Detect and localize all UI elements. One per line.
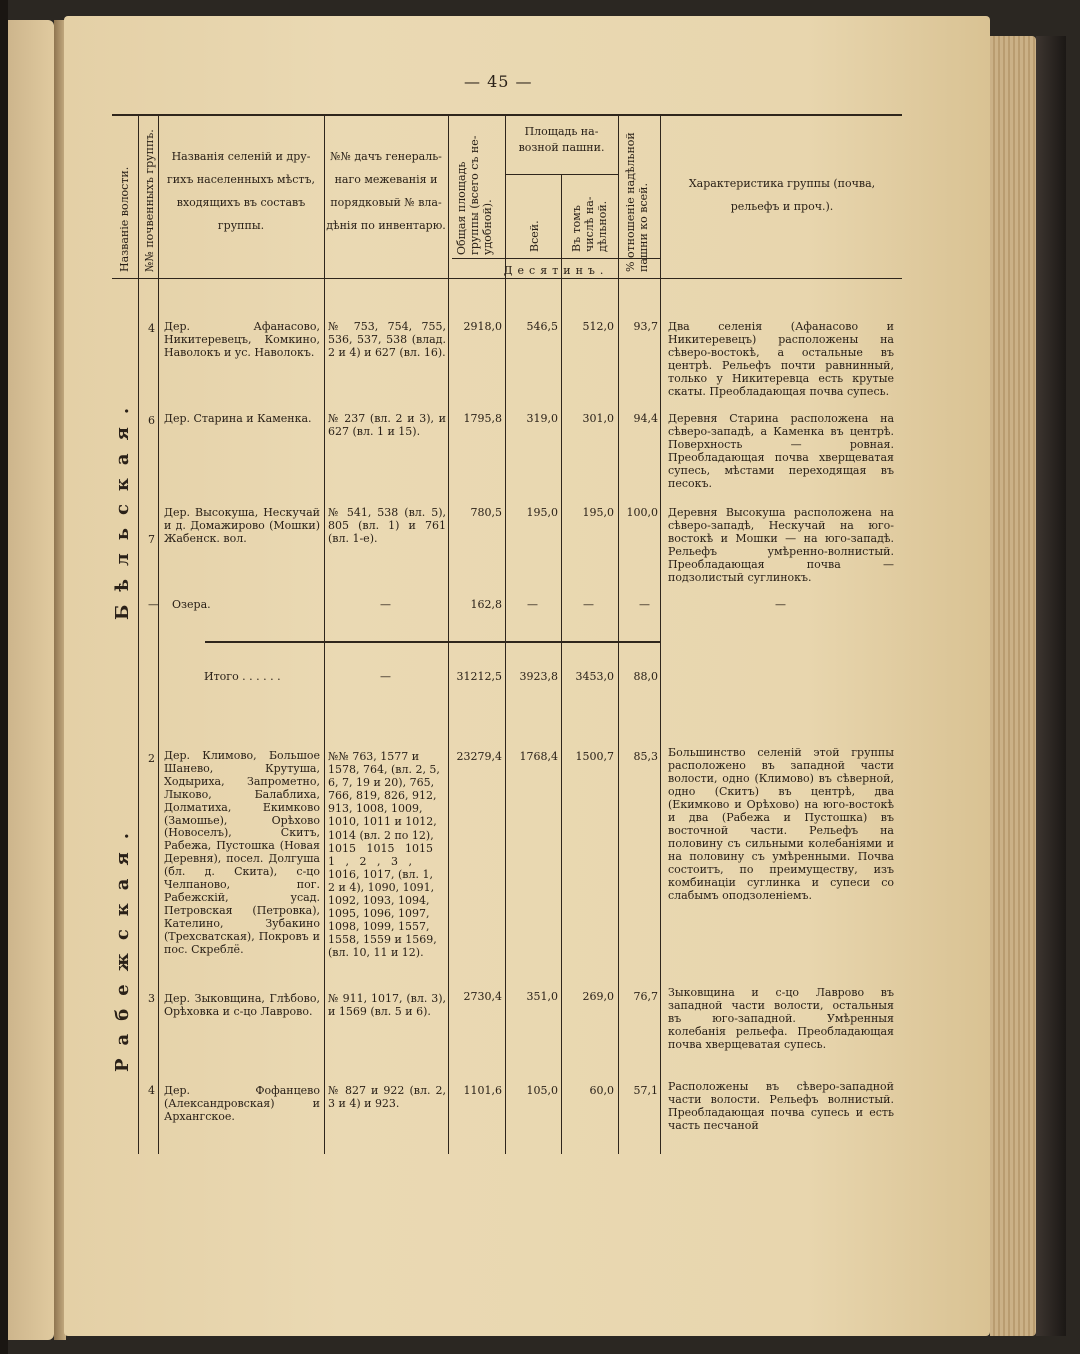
total-area-value: 780,5 [470,506,502,519]
col-rule-3 [324,114,325,1154]
allotted-value: 1500,7 [575,750,614,763]
dacha-numbers: № 911, 1017, (вл. 3), и 1569 (вл. 5 и 6). [328,992,446,1018]
arable-value: 105,0 [526,1084,558,1097]
arable-value: 319,0 [526,412,558,425]
header-characteristics: Характеристика группы (почва, рельефъ и проч.). [688,177,876,213]
arable-value: — [527,598,538,611]
total-label: Итого . . . . . . [204,670,281,683]
dacha-numbers: — [380,598,391,611]
arable-value: 546,5 [526,320,558,333]
allotted-value: 301,0 [582,412,614,425]
group-number: — [148,598,159,611]
group-number: 3 [148,992,155,1005]
percent-value: — [639,598,650,611]
allotted-value: 512,0 [582,320,614,333]
header-bottom-rule [112,278,902,279]
percent-value: 76,7 [633,990,658,1003]
grand-total-arable: 3923,8 [519,670,558,683]
book-edge-left [0,0,8,1354]
group-description: — [775,598,786,611]
group-description: Расположены въ сѣверо-западной части волости. Рельефъ волнистый. Преобладающая почва супесь и есть часть песчаной [668,1080,894,1132]
allotted-value: 269,0 [582,990,614,1003]
percent-value: 57,1 [633,1084,658,1097]
page-number: — 45 — [464,72,533,91]
col-rule-6 [561,174,562,1154]
total-area-value: 23279,4 [456,750,502,763]
group-number: 4 [148,322,155,335]
settlement-names: Озера. [172,598,211,611]
section-total-rule [205,641,660,643]
group-description: Зыковщина и с-цо Лаврово въ западной части волости, остальныя въ юго-западной. Умѣренныя колебанiя рельефа. Преобладающая почва хверщеватая супесь. [668,986,894,1051]
arable-value: 351,0 [526,990,558,1003]
col-rule-1 [138,114,139,1154]
grand-total-allotted: 3453,0 [575,670,614,683]
header-volost: Названiе волости. [118,166,131,272]
group-description: Деревня Старина расположена на сѣверо-западѣ, а Каменка въ центрѣ. Поверхность — ровная. Преобладающая почва хверщеватая супесь, мѣстами переходящая въ песокъ. [668,412,894,490]
allotted-value: — [583,598,594,611]
total-area-value: 2730,4 [463,990,502,1003]
settlement-names: Дер. Фофанцево (Александровская) и Архангское. [164,1084,320,1123]
dacha-numbers: № 541, 538 (вл. 5), 805 (вл. 1) и 761 (вл. 1-е). [328,506,446,545]
header-total-area: Общая площадь группы (всего съ не- удобной). [455,135,494,255]
allotted-value: 60,0 [589,1084,614,1097]
dacha-numbers: № 827 и 922 (вл. 2, 3 и 4) и 923. [328,1084,446,1110]
percent-value: 94,4 [633,412,658,425]
volost-label-rabezhskaya: Рабежская. [112,819,133,1072]
header-settlements: Названiя селенiй и дру- гихъ населенныхъ мѣстъ, входящихъ въ составъ группы. [167,150,315,232]
settlement-names: Дер. Высокуша, Нескучай и д. Домажирово (Мошки) Жабенск. вол. [164,506,320,545]
book-cover-edge [1036,36,1066,1336]
header-units: Десятинъ. [503,264,609,277]
header-group-no: №№ почвенныхъ группъ. [143,129,156,272]
group-description: Большинство селенiй этой группы расположено въ западной части волости, одно (Климово) въ сѣверной, одно (Скитъ) въ центрѣ, два (Екимково и Орѣхово) на юго-востокѣ и два (Рабежа и Пустошка) въ восточной части. Рельефъ на половину съ сильными колебанiями и на половину съ умѣренными. Почва состоитъ, по преимуществу, изъ комбинацiи суглинка и супеси со слабымъ оподзоленiемъ. [668,746,894,902]
settlement-names: Дер. Зыковщина, Глѣбово, Орѣховка и с-цо Лаврово. [164,992,320,1018]
col-rule-8 [660,114,661,1154]
percent-value: 100,0 [626,506,658,519]
header-arable-allotted: Въ томъ числѣ на- дѣльной. [570,196,609,252]
group-number: 4 [148,1084,155,1097]
settlement-names: Дер. Афанасово, Никитеревецъ, Комкино, Наволокъ и ус. Наволокъ. [164,320,320,359]
header-percent: % отношенiе надѣльной пашни ко всей. [624,132,650,272]
grand-total-percent: 88,0 [633,670,658,683]
dacha-numbers: № 753, 754, 755, 536, 537, 538 (влад. 2 и 4) и 627 (вл. 16). [328,320,446,359]
page-stack-edges [990,36,1036,1336]
header-arable-all: Всей. [528,220,541,252]
dacha-numbers: № 237 (вл. 2 и 3), и 627 (вл. 1 и 15). [328,412,446,438]
total-area-value: 1101,6 [463,1084,502,1097]
settlement-names: Дер. Климово, Большое Шанево, Крутуша, Ходыриха, Запрометно, Лыково, Балаблиха, Долматиха, Екимково (Замошье), Орѣхово (Новоселъ), Скитъ, Рабежа, Пустошка (Новая Деревня), посел. Долгуша (бл. д. Скита), с-цо Челпаново, пог. Рабежскiй, усад. Петровская (Петровка), Кателино, Зубакино (Трехсватская), Покровъ и пос. Скреблё. [164,749,320,956]
allotted-value: 195,0 [582,506,614,519]
header-arable: Площадь на- возной пашни. [518,125,605,154]
settlement-names: Дер. Старина и Каменка. [164,412,312,425]
group-description: Деревня Высокуша расположена на сѣверо-западѣ, Нескучай на юго-востокѣ и Мошки — на юго-западѣ. Рельефъ умѣренно-волнистый. Преобладающая почва — подзолистый суглинокъ. [668,506,894,584]
group-number: 7 [148,533,155,546]
dacha-numbers: №№ 763, 1577 и 1578, 764, (вл. 2, 5, 6, 7, 19 и 20), 765, 766, 819, 826, 912, 913, 1008, 1009, 1010, 1011 и 1012, 1014 (вл. 2 по 12), 1015 1015 1015 1 , 2 , 3 , 1016, 1017, (вл. 1, 2 и 4), 1090, 1091, 1092, 1093, 1094, 1095, 1096, 1097, 1098, 1099, 1557, 1558, 1559 и 1569, (вл. 10, 11 и 12). [328,750,440,960]
col-rule-2 [158,114,159,1154]
percent-value: 93,7 [633,320,658,333]
total-dachas: — [380,670,391,683]
table-top-rule [112,114,902,116]
header-dachas: №№ дачъ генераль- наго межеванiя и порядковый № вла- дѣнiя по инвентарю. [326,150,446,232]
group-number: 6 [148,414,155,427]
arable-value: 1768,4 [519,750,558,763]
grand-total-area: 31212,5 [456,670,502,683]
total-area-value: 1795,8 [463,412,502,425]
arable-value: 195,0 [526,506,558,519]
col-rule-4 [448,114,449,1154]
total-area-value: 162,8 [470,598,502,611]
group-number: 2 [148,752,155,765]
left-page-edge [8,20,54,1340]
volost-label-belskaya: Бѣльская. [112,394,133,620]
percent-value: 85,3 [633,750,658,763]
group-description: Два селенiя (Афанасово и Никитеревецъ) расположены на сѣверо-востокѣ, а остальные въ центрѣ. Рельефъ почти равнинный, только у Никитеревца есть крутые скаты. Преобладающая почва супесь. [668,320,894,398]
total-area-value: 2918,0 [463,320,502,333]
